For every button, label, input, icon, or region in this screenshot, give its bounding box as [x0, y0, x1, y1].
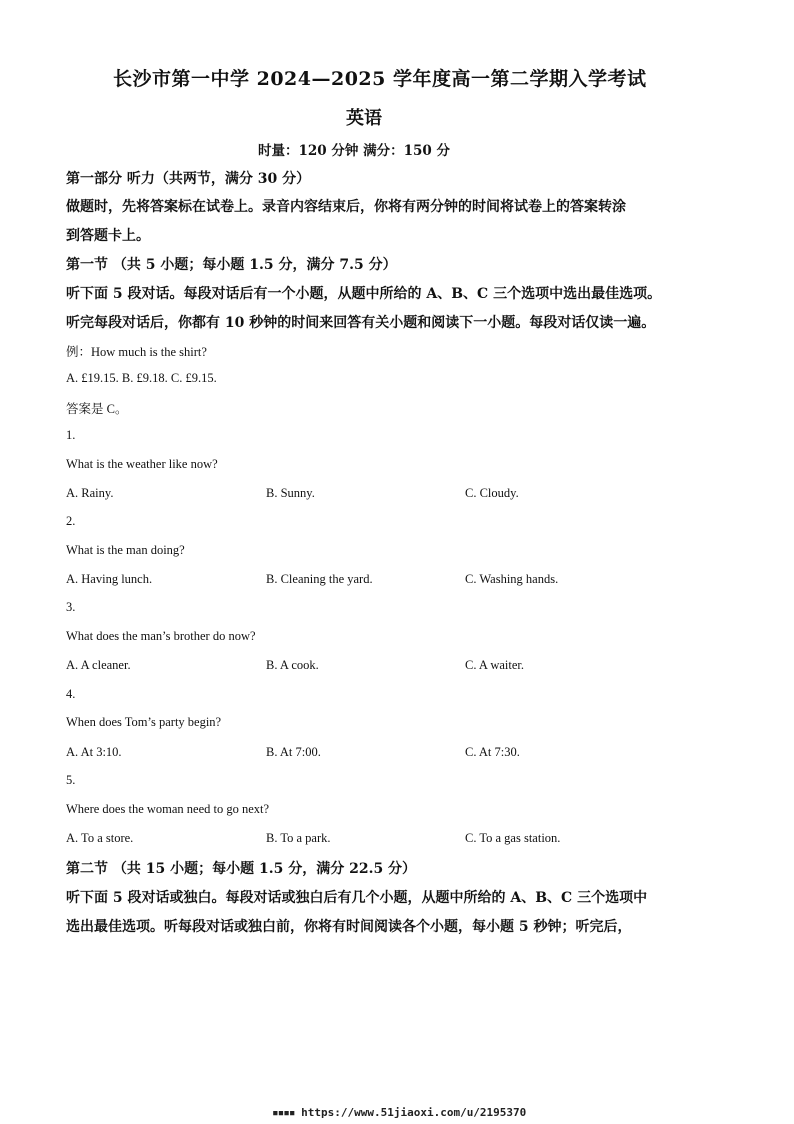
question-text: What does the man’s brother do now? — [66, 629, 256, 643]
question-number: 3. — [66, 600, 76, 614]
option-a: A. A cleaner. — [66, 658, 131, 672]
section2-heading: 第二节 （共 15 小题；每小题 1.5 分，满分 22.5 分） — [66, 861, 417, 877]
option-c: C. Washing hands. — [465, 572, 559, 586]
option-b: B. Cleaning the yard. — [266, 572, 373, 586]
part1-intro-line2: 到答题卡上。 — [66, 228, 150, 244]
section2-instr-line2: 选出最佳选项。听每段对话或独白前，你将有时间阅读各个小题，每小题 5 秒钟；听完后， — [66, 919, 632, 935]
example-question: 例：How much is the shirt? — [66, 345, 207, 359]
option-c: C. At 7:30. — [465, 745, 520, 759]
example-answer: 答案是 C。 — [66, 402, 128, 416]
part1-intro-line1: 做题时，先将答案标在试卷上。录音内容结束后，你将有两分钟的时间将试卷上的答案转涂 — [66, 199, 626, 215]
question-number: 2. — [66, 514, 76, 528]
option-b: B. A cook. — [266, 658, 319, 672]
question-number: 5. — [66, 773, 76, 787]
subject-title: 英语 — [346, 108, 382, 129]
option-a: A. At 3:10. — [66, 745, 122, 759]
footer-mark: ▪▪▪▪ — [272, 1106, 295, 1119]
question-text: What is the man doing? — [66, 543, 185, 557]
exam-meta: 时量：120 分钟 满分：150 分 — [258, 143, 450, 159]
option-b: B. To a park. — [266, 831, 331, 845]
question-number: 4. — [66, 687, 76, 701]
exam-title: 长沙市第一中学 2024—2025 学年度高一第二学期入学考试 — [113, 68, 647, 90]
section1-heading: 第一节 （共 5 小题；每小题 1.5 分，满分 7.5 分） — [66, 257, 397, 273]
option-a: A. To a store. — [66, 831, 134, 845]
option-c: C. Cloudy. — [465, 486, 519, 500]
option-c: C. To a gas station. — [465, 831, 561, 845]
option-a: A. Rainy. — [66, 486, 114, 500]
question-text: When does Tom’s party begin? — [66, 715, 222, 729]
section1-instr-line1: 听下面 5 段对话。每段对话后有一个小题，从题中所给的 A、B、C 三个选项中选出最佳选项。 — [66, 286, 662, 302]
option-b: B. At 7:00. — [266, 745, 321, 759]
section2-instr-line1: 听下面 5 段对话或独白。每段对话或独白后有几个小题，从题中所给的 A、B、C 三个选项中 — [66, 890, 648, 906]
option-c: C. A waiter. — [465, 658, 525, 672]
option-a: A. Having lunch. — [66, 572, 153, 586]
footer-watermark — [272, 1106, 526, 1119]
section1-instr-line2: 听完每段对话后，你都有 10 秒钟的时间来回答有关小题和阅读下一小题。每段对话仅读一遍。 — [66, 315, 656, 331]
footer-url[interactable]: https://www.51jiaoxi.com/u/2195370 — [301, 1106, 527, 1119]
question-number: 1. — [66, 428, 76, 442]
question-text: What is the weather like now? — [66, 457, 218, 471]
question-text: Where does the woman need to go next? — [66, 802, 270, 816]
option-b: B. Sunny. — [266, 486, 315, 500]
part1-heading: 第一部分 听力（共两节，满分 30 分） — [66, 171, 311, 187]
example-options: A. £19.15. B. £9.18. C. £9.15. — [66, 371, 217, 385]
